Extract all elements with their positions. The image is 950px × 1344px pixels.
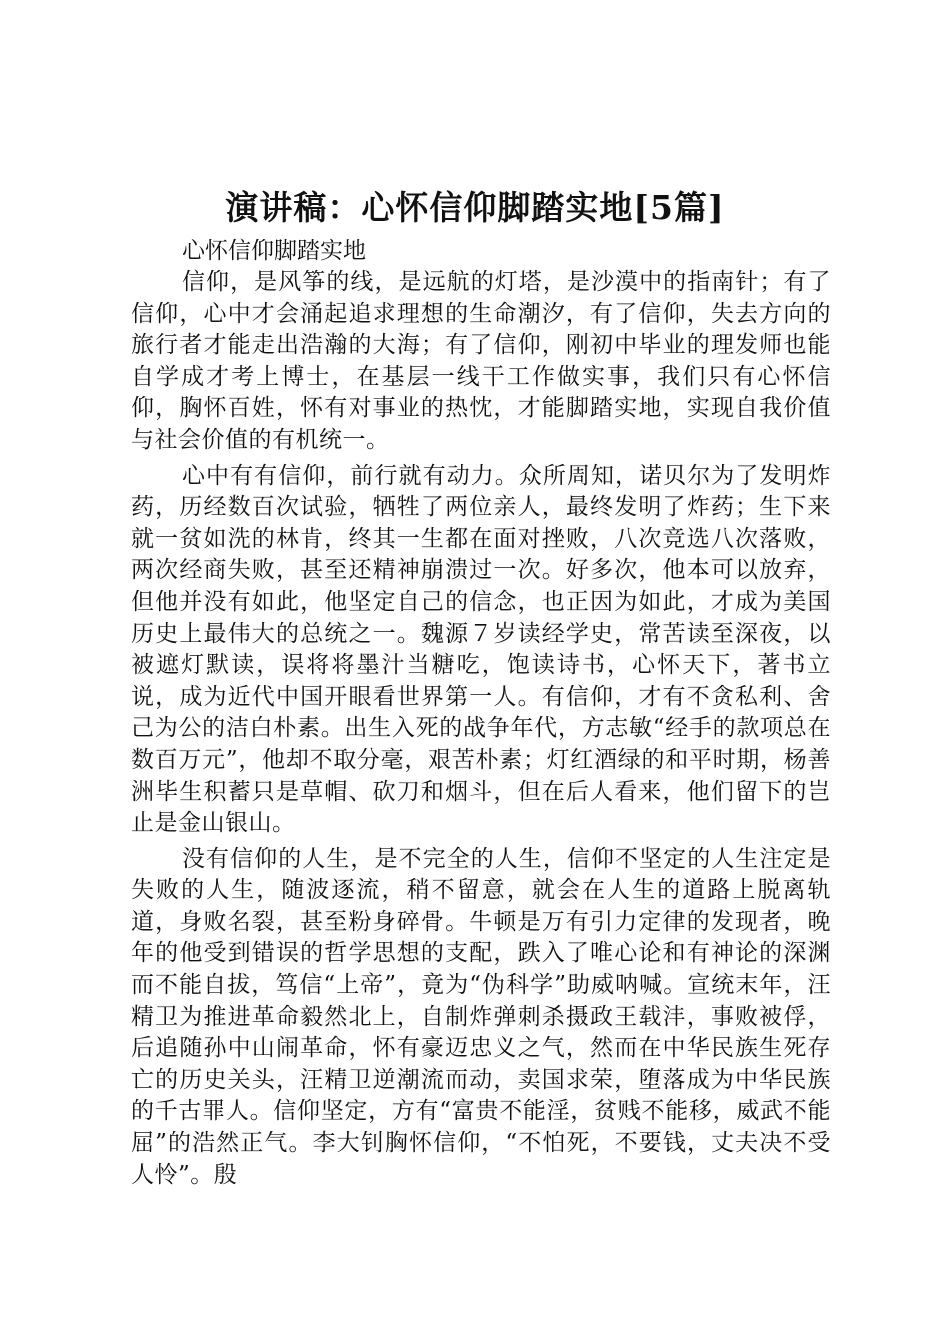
paragraph-3: 没有信仰的人生，是不完全的人生，信仰不坚定的人生注定是失败的人生，随波逐流，稍不留意，就会在人生的道路上脱离轨道，身败名裂，甚至粉身碎骨。牛顿是万有引力定律的发现者，晚年的他受到错误的哲学思想的支配，跌入了唯心论和有神论的深渊而不能自拔，笃信“上帝”，竟为“伪科学”助威呐喊。宣统末年，汪精卫为推进革命毅然北上，自制炸弹刺杀摄政王载沣，事败被俘，后追随孙中山闹革命，怀有豪迈忠义之气，然而在中华民族生死存亡的历史关头，汪精卫逆潮流而动，卖国求荣，堕落成为中华民族的千古罪人。信仰坚定，方有“富贵不能淫，贫贱不能移，威武不能屈”的浩然正气。李大钊胸怀信仰，“不怕死，不要钱，丈夫决不受人怜”。殷 <box>131 845 831 1188</box>
paragraph-1: 信仰，是风筝的线，是远航的灯塔，是沙漠中的指南针；有了信仰，心中才会涌起追求理想的生命潮汐，有了信仰，失去方向的旅行者才能走出浩瀚的大海；有了信仰，刚初中毕业的理发师也能自学成才考上博士，在基层一线干工作做实事，我们只有心怀信仰，胸怀百姓，怀有对事业的热忱，才能脚踏实地，实现自我价值与社会价值的有机统一。 <box>131 269 831 453</box>
document-subtitle: 心怀信仰脚踏实地 <box>182 238 366 264</box>
paragraph-2: 心中有有信仰，前行就有动力。众所周知，诺贝尔为了发明炸药，历经数百次试验，牺牲了两位亲人，最终发明了炸药；生下来就一贫如洗的林肯，终其一生都在面对挫败，八次竞选八次落败，两次经商失败，甚至还精神崩溃过一次。好多次，他本可以放弃，但他并没有如此，他坚定自己的信念，也正因为如此，才成为美国历史上最伟大的总统之一。魏源７岁读经学史，常苦读至深夜，以被遮灯默读，误将将墨汁当糖吃，饱读诗书，心怀天下，著书立说，成为近代中国开眼看世界第一人。有信仰，才有不贪私利、舍己为公的洁白朴素。出生入死的战争年代，方志敏“经手的款项总在数百万元”，他却不取分毫，艰苦朴素；灯红酒绿的和平时期，杨善洲毕生积蓄只是草帽、砍刀和烟斗，但在后人看来，他们留下的岂止是金山银山。 <box>131 462 831 837</box>
document-body <box>131 236 831 1191</box>
document-title: 演讲稿：心怀信仰脚踏实地[5篇] <box>225 188 725 227</box>
